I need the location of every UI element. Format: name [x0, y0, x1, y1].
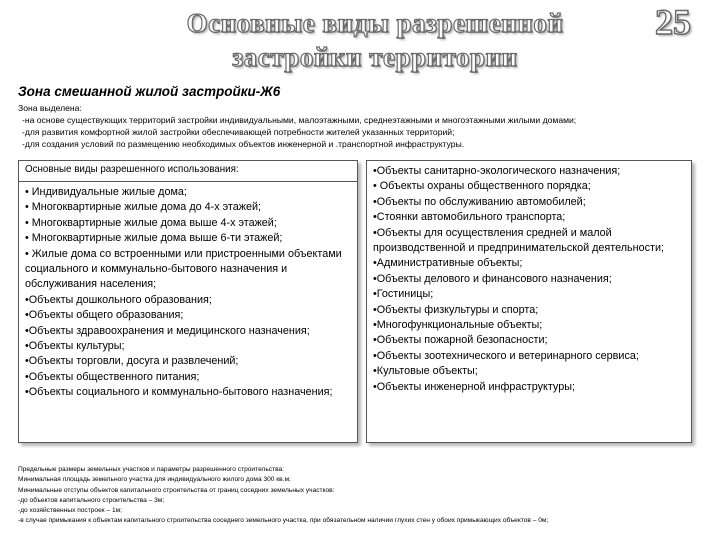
list-item: •Объекты социального и коммунально-бытового назначения;: [25, 386, 333, 399]
list-item: •Объекты делового и финансового назначения;: [373, 272, 612, 285]
slide-title-line-1: Основные виды разрешенной: [186, 8, 564, 38]
list-item: • Многоквартирные жилые дома до 4-х этажей;: [25, 201, 261, 214]
footer-line: -в случае примыкания к объектам капитального строительства соседнего земельного участка, при обязательном наличии глухих стен у обоих примыкающих объектов – 0м;: [18, 517, 549, 525]
slide-title-line-2: застройки территории: [232, 42, 518, 72]
list-item: • Объекты охраны общественного порядка;: [373, 180, 591, 193]
intro-line: -для создания условий по размещению необходимых объектов инженерной и .транспортной инфраструктуры.: [22, 139, 465, 149]
list-item: •Стоянки автомобильного транспорта;: [373, 211, 566, 224]
footer-parameters: [18, 465, 718, 527]
list-item: •Культовые объекты;: [373, 365, 478, 378]
slide-number: 25: [655, 2, 691, 42]
list-item: •Гостиницы;: [373, 288, 434, 301]
list-item: • Многоквартирные жилые дома выше 4-х этажей;: [25, 216, 277, 229]
list-item: •Объекты по обслуживанию автомобилей;: [373, 195, 586, 208]
main-uses-heading: Основные виды разрешенного использования:: [25, 164, 239, 175]
other-uses-list: [366, 160, 692, 443]
list-item: •Объекты культуры;: [25, 340, 125, 353]
list-item: •Объекты санитарно-экологического назначения;: [373, 165, 621, 177]
footer-line: Минимальные отступы объектов капитального строительства от границ соседних земельных участков:: [18, 486, 335, 494]
list-item: •Объекты дошкольного образования;: [25, 293, 212, 306]
list-item: •Объекты для осуществления средней и малой производственной и предпринимательской деятельности;: [373, 226, 665, 255]
slide-title: [150, 6, 600, 74]
list-item: •Объекты общего образования;: [25, 309, 184, 322]
footer-line: -до хозяйственных построек – 1м;: [18, 507, 123, 515]
list-item: •Многофункциональные объекты;: [373, 319, 543, 332]
footer-line: -до объектов капитального строительства – 3м;: [18, 496, 165, 504]
footer-line: Минимальная площадь земельного участка для индивидуального жилого дома 300 кв.м;: [18, 476, 291, 484]
list-item: •Объекты инженерной инфраструктуры;: [373, 380, 575, 393]
list-item: • Индивидуальные жилые дома;: [25, 186, 187, 198]
list-item: •Объекты торговли, досуга и развлечений;: [25, 355, 239, 368]
list-item: •Административные объекты;: [373, 257, 523, 270]
list-item: •Объекты общественного питания;: [25, 370, 200, 383]
zone-intro: [18, 102, 708, 150]
intro-line: Зона выделена:: [18, 103, 82, 113]
list-item: •Объекты пожарной безопасности;: [373, 334, 548, 347]
intro-line: -на основе существующих территорий застройки индивидуальными, малоэтажными, среднеэтажными и многоэтажными жилыми домами;: [22, 115, 577, 125]
zone-heading: Зона смешанной жилой застройки-Ж6: [18, 84, 281, 99]
main-uses-heading-box: [18, 160, 358, 182]
footer-line: Предельные размеры земельных участков и параметры разрешенного строительства:: [18, 466, 285, 473]
main-uses-list: [18, 181, 358, 443]
list-item: • Многоквартирные жилые дома выше 6-ти этажей;: [25, 232, 283, 245]
list-item: •Объекты физкультуры и спорта;: [373, 303, 539, 316]
list-item: •Объекты зоотехнического и ветеринарного сервиса;: [373, 349, 639, 362]
list-item: • Жилые дома со встроенными или пристроенными объектами социального и коммунально-бытового назначения и обслуживания населения;: [25, 247, 342, 291]
list-item: •Объекты здравоохранения и медицинского назначения;: [25, 324, 310, 337]
intro-line: -для развития комфортной жилой застройки обеспечивающей потребности жителей указанных территорий;: [22, 127, 455, 137]
